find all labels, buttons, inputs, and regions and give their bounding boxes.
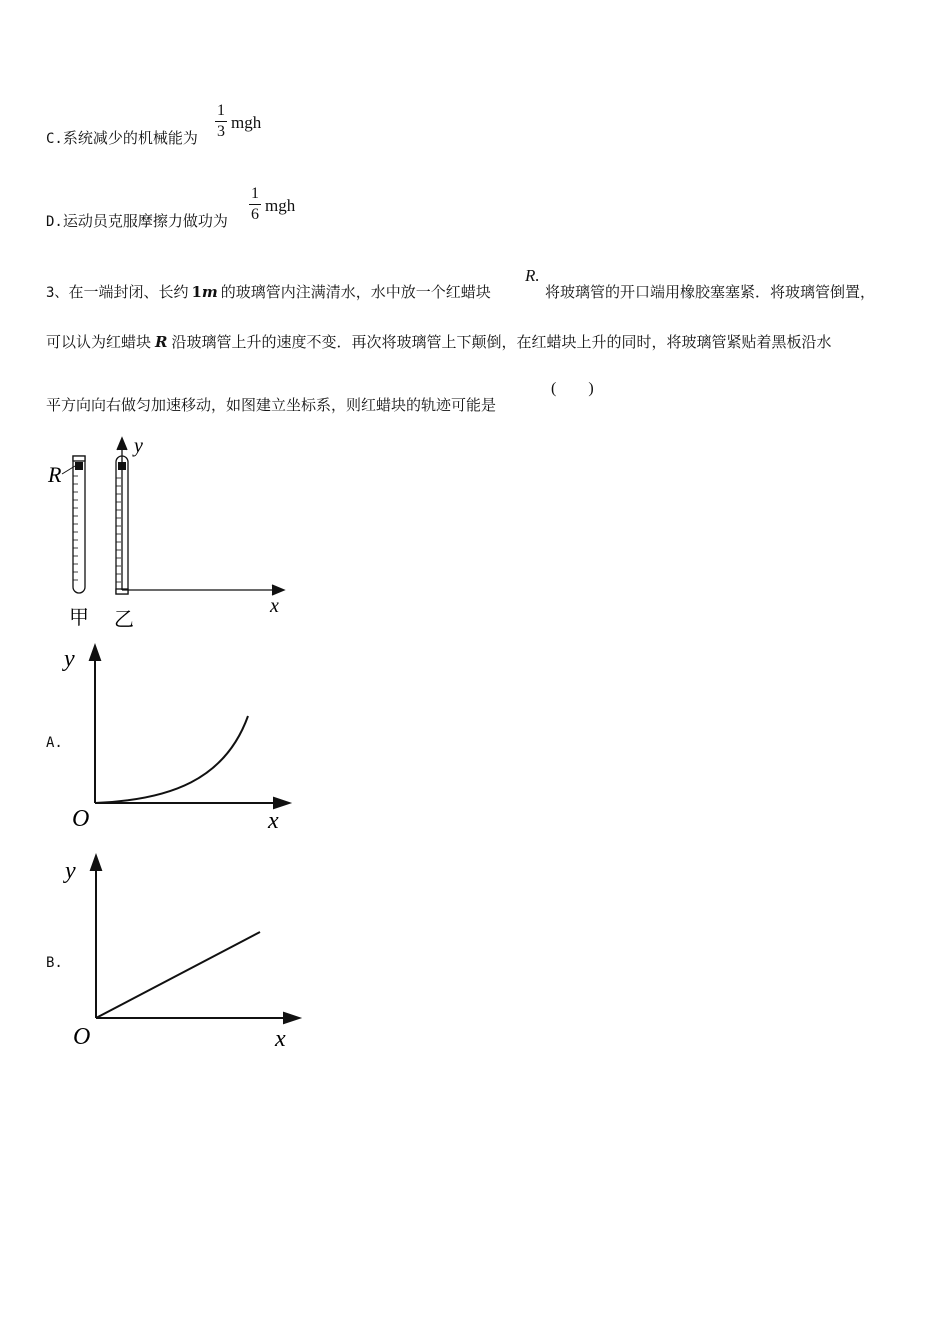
setup-label-x: x <box>270 595 279 617</box>
option-d-frac-den: 6 <box>251 206 259 223</box>
setup-label-y: y <box>134 435 143 457</box>
answer-a-x: x <box>268 808 279 834</box>
question-3-line-2 <box>46 331 832 352</box>
question-number: 3、 <box>46 285 69 301</box>
option-c-fraction <box>215 103 227 140</box>
option-c-text: 系统减少的机械能为 <box>62 129 198 147</box>
answer-a-graph[interactable] <box>60 640 300 840</box>
option-d-frac-num: 1 <box>251 185 259 202</box>
answer-a-label[interactable]: A. <box>46 735 63 751</box>
fraction-bar <box>249 204 261 205</box>
answer-a-origin: O <box>72 806 90 832</box>
setup-axes <box>117 438 284 595</box>
fraction-bar <box>215 121 227 122</box>
setup-label-r: R <box>48 462 62 487</box>
q3-text: 的玻璃管内注满清水，水中放一个红蜡块 <box>220 283 491 301</box>
setup-figure <box>40 432 300 637</box>
option-c <box>46 127 198 148</box>
option-d-label: D. <box>46 214 63 230</box>
y-axis-arrow <box>90 646 100 660</box>
x-axis-arrow <box>274 798 289 808</box>
answer-b-origin: O <box>73 1024 91 1050</box>
question-3-line-1-end: 将玻璃管的开口端用橡胶塞塞紧．将玻璃管倒置， <box>545 283 876 301</box>
option-d-text: 运动员克服摩擦力做功为 <box>62 212 228 230</box>
symbol-r: R. <box>525 266 540 285</box>
tube-jia <box>62 456 85 593</box>
x-axis-arrow <box>284 1013 299 1023</box>
answer-b-label[interactable]: B. <box>46 955 63 971</box>
option-c-frac-num: 1 <box>217 102 225 119</box>
q3-unit-m: m <box>201 283 218 301</box>
y-axis-arrow <box>91 856 101 870</box>
answer-b-x: x <box>275 1026 286 1052</box>
q3-symbol-r: R <box>155 333 168 351</box>
setup-label-yi: 乙 <box>114 609 134 631</box>
answer-a-y: y <box>64 646 75 672</box>
answer-b-graph[interactable] <box>60 850 310 1055</box>
question-3-line-3: 平方向向右做匀加速移动，如图建立坐标系，则红蜡块的轨迹可能是 <box>46 396 497 414</box>
answer-parentheses: ( ) <box>551 380 594 397</box>
option-c-unit: mgh <box>231 113 262 132</box>
option-d-unit: mgh <box>265 196 296 215</box>
option-c-label: C. <box>46 131 63 147</box>
q3-text: 可以认为红蜡块 <box>46 333 152 351</box>
question-3-line-1 <box>46 281 491 302</box>
option-c-frac-den: 3 <box>217 123 225 140</box>
q3-text: 在一端封闭、长约 <box>68 283 189 301</box>
q3-length: 1 <box>191 283 202 301</box>
option-d-fraction <box>249 186 261 223</box>
setup-label-jia: 甲 <box>69 607 89 629</box>
option-d <box>46 210 228 231</box>
answer-b-y: y <box>65 858 76 884</box>
q3-text: 沿玻璃管上升的速度不变．再次将玻璃管上下颠倒，在红蜡块上升的同时，将玻璃管紧贴着黑板沿水 <box>171 333 832 351</box>
trajectory-line <box>96 932 260 1018</box>
trajectory-curve <box>95 716 248 803</box>
